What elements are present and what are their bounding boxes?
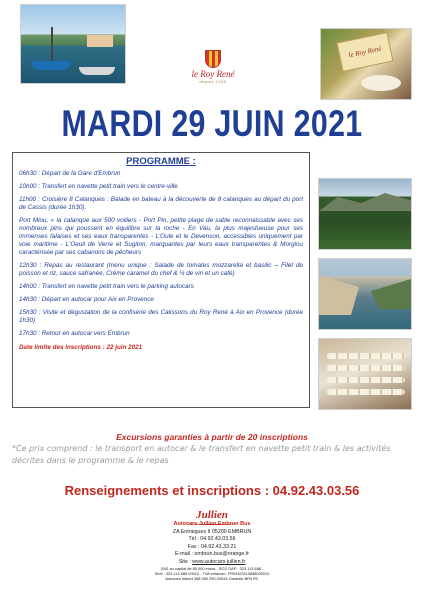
logo-name: le Roy René (191, 69, 235, 79)
programme-item-text: : Transfert en navette petit train vers le parking autocars (36, 283, 194, 290)
page-title: MARDI 29 JUIN 2021 (61, 103, 363, 144)
company-name: Autocars Jullien Embrun Bus (173, 521, 251, 527)
company-site-line (0, 559, 424, 566)
company-email[interactable]: E-mail : embrun.bus@orange.fr (175, 551, 249, 558)
programme-item-text: : Visite et dégustation de la confiserie des Calissons du Roy René à Aix en Provence (durée 1h30) (19, 309, 303, 324)
registration-deadline: Date limite des inscriptions : 22 juin 2021 (19, 344, 143, 351)
programme-heading: PROGRAMME : (126, 156, 196, 167)
jullien-logo-text: Jullien (196, 509, 228, 521)
programme-item-text: : Départ de la Gare d'Embrun (36, 170, 121, 177)
legal-line-3: Autocars Imbert 358 950 290 00044 Garantie BPA RC (165, 576, 259, 582)
programme-item-time: 12h30 (19, 262, 37, 269)
company-fax: Fax : 04.92.43.33.21 (187, 543, 237, 550)
logo-since: depuis 1920 (199, 79, 227, 84)
programme-item (19, 283, 303, 291)
programme-item (19, 183, 303, 191)
programme-item-text: : Croisière 8 Calanques : Balade en bateau à la découverte de 8 calanques au départ du port de Cassis (durée 1h30). (19, 196, 303, 211)
harbour-photo (20, 4, 126, 84)
programme-box (12, 152, 310, 408)
company-tel: Tél : 04.92.43.03.56 (188, 536, 236, 543)
company-site-link[interactable]: www.autocars-jullien.fr (192, 558, 246, 565)
calissons-box-photo (320, 28, 412, 100)
programme-item (19, 262, 303, 278)
programme-item-time: 06h30 (19, 170, 37, 177)
programme-item (19, 170, 303, 178)
site-label: Site : (178, 558, 193, 565)
forest-photo (318, 178, 412, 250)
guarantee-text: Excursions garanties à partir de 20 inscriptions (116, 432, 308, 442)
product-box-text: le Roy René (347, 44, 383, 60)
roy-rene-logo (178, 50, 248, 82)
contact-phone: Renseignements et inscriptions : 04.92.43.03.56 (64, 483, 360, 498)
programme-item-text: : Repas au restaurant (menu unique : Salade de tomates mozzarella et basilic – Filet de poisson et riz, sauce safranée, Crème caramel du chef & ¼ de vin et un café) (19, 262, 303, 277)
programme-item-text: : Départ en autocar pour Aix en Provence (36, 296, 154, 303)
programme-item-time: 14h00 (19, 283, 37, 290)
programme-item (19, 296, 303, 304)
programme-item (19, 196, 303, 212)
crest-icon (205, 50, 221, 68)
calanque-photo (318, 258, 412, 330)
legal-line-2: Siret : 323 113 688 00010 - TVA intracom. FR94323113688000010 (154, 571, 270, 577)
programme-item-text: : Transfert en navette petit train vers le centre-ville (36, 183, 178, 190)
programme-item-time: 10h00 (19, 183, 37, 190)
programme-item-text: : Retour en autocar vers Embrun (36, 330, 130, 337)
jullien-logo (180, 505, 244, 521)
programme-item (19, 309, 303, 325)
programme-item (19, 330, 303, 338)
programme-item-time: 15h30 (19, 309, 37, 316)
calissons-photo (318, 338, 412, 410)
programme-item (19, 217, 303, 257)
legal-line-1: SAS au capital de 85 000 euros - RCS GAP · 323 113 688 - (160, 566, 264, 572)
company-info (0, 520, 424, 582)
price-info: *Ce prix comprend : le transport en autocar & le transfert en navette petit train & les activités décrites dans le programme & le repas (12, 444, 391, 465)
programme-item-text: Port Miou, « la calanque aux 500 voiliers - Port Pin, petite plage de sable reconnaissable avec ses nombreux pins qui poussent en équilibre sur la roche - En Vau, la plus majestueuse pour ses immenses falaises et ses eaux transparentes - L'Oule et le Devenson, accessibles uniquement par voie maritime - L'Oeuil de Verre et Sugiton, marquantes par leurs eaux transparentes & Morgiou caractérisée par ses cabanons de pêcheurs (19, 217, 303, 256)
programme-item-time: 14h30 (19, 296, 37, 303)
programme-item-time: 11h00 (19, 196, 37, 203)
programme-item-time: 17h30 (19, 330, 37, 337)
company-address: ZA Entraigues II 05200 EMBRUN (172, 529, 252, 535)
